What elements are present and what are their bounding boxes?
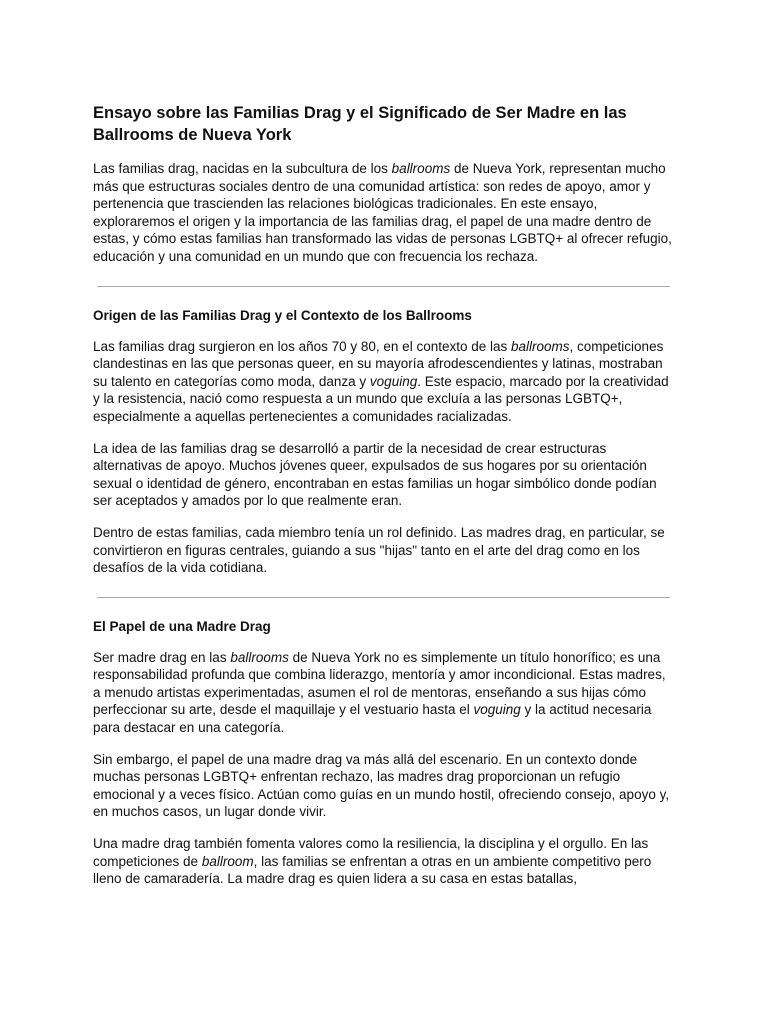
text-run: Las familias drag surgieron en los años 70 y 80, en el contexto de las [93,338,511,354]
section-heading-origin: Origen de las Familias Drag y el Contexto de los Ballrooms [93,307,472,323]
text-run: Una madre drag también fomenta valores como la resiliencia, la disciplina y el orgullo. En las competiciones de [93,836,649,869]
section-heading-mother-role: El Papel de una Madre Drag [93,618,271,634]
text-run: . Este espacio, marcado por la creatividad y la resistencia, nació como respuesta a un mundo que excluía a las personas LGBTQ+, especialmente a aquellas pertenecientes a comunidades racializadas. [93,373,669,424]
text-run: de Nueva York, representan mucho más que estructuras sociales dentro de una comunidad artística: son redes de apoyo, amor y pertenencia que trascienden las relaciones biológicas tradicionales. En este ensayo, exploraremos el origen y la importancia de las familias drag, el papel de una madre dentro de estas, y cómo estas familias han transformado las vidas de personas LGBTQ+ al ofrecer refugio, educación y una comunidad en un mundo que con frecuencia los rechaza. [93,161,672,264]
origin-paragraph-2: La idea de las familias drag se desarrolló a partir de la necesidad de crear estructuras alternativas de apoyo. Muchos jóvenes queer, expulsados de sus hogares por su orientación sexual o identidad de género, encontraban en estas familias un hogar simbólico donde podían ser aceptados y amados por lo que realmente eran. [93,440,657,509]
origin-paragraph-1 [93,338,674,426]
italic-term: ballroom [201,853,254,869]
italic-term: ballrooms [391,161,451,176]
italic-term: voguing [473,702,521,718]
mother-role-paragraph-1 [93,649,674,737]
italic-term: voguing [369,373,418,389]
origin-paragraph-3: Dentro de estas familias, cada miembro tenía un rol definido. Las madres drag, en particular, se convirtieron en figuras centrales, guiando a sus "hijas" tanto en el arte del drag como en los desafíos de la vida cotidiana. [93,524,665,576]
text-run: Ser madre drag en las [93,649,231,665]
intro-paragraph [93,160,674,266]
text-run: y la actitud necesaria para destacar en una categoría. [93,702,652,736]
horizontal-divider [97,286,670,287]
text-run: Las familias drag, nacidas en la subcultura de los [93,161,392,176]
text-run: , las familias se enfrentan a otras en un ambiente competitivo pero lleno de camaradería. La madre drag es quien lidera a su casa en estas batallas, [93,853,652,887]
horizontal-divider [97,597,670,598]
italic-term: ballrooms [230,649,289,665]
document-title: Ensayo sobre las Familias Drag y el Significado de Ser Madre en las Ballrooms de Nueva York [93,104,627,144]
text-run: , competiciones clandestinas en las que personas queer, en su mayoría afrodescendientes y latinas, mostraban su talento en categorías como moda, danza y [93,338,664,389]
italic-term: ballrooms [511,338,570,354]
text-run: de Nueva York no es simplemente un título honorífico; es una responsabilidad profunda que combina liderazgo, mentoría y amor incondicional. Estas madres, a menudo artistas experimentadas, asumen el rol de mentoras, enseñando a sus hijas cómo perfeccionar su arte, desde el maquillaje y el vestuario hasta el [93,649,666,718]
mother-role-paragraph-3 [93,835,674,888]
mother-role-paragraph-2: Sin embargo, el papel de una madre drag va más allá del escenario. En un contexto donde muchas personas LGBTQ+ enfrentan rechazo, las madres drag proporcionan un refugio emocional y a veces físico. Actúan como guías en un mundo hostil, ofreciendo consejo, apoyo y, en muchos casos, un lugar donde vivir. [93,751,670,820]
